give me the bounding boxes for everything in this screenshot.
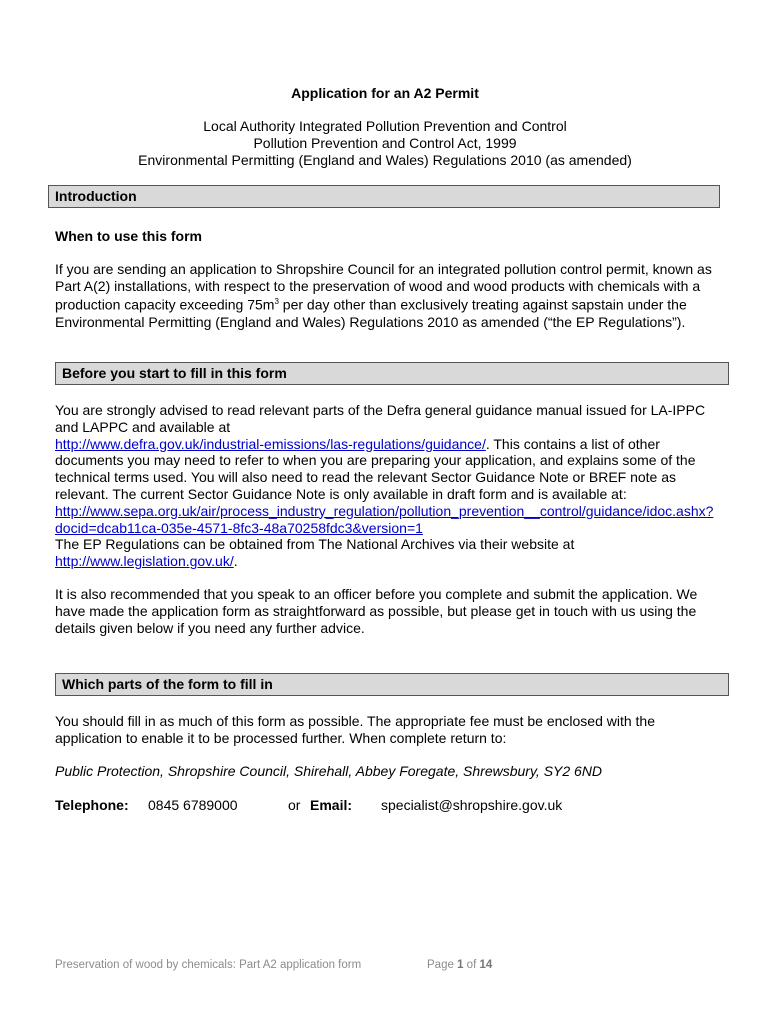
before-text-d: . <box>233 553 238 570</box>
page-label: Page <box>427 959 454 971</box>
section-header-introduction: Introduction <box>48 185 720 208</box>
page-total: 14 <box>479 959 493 971</box>
return-address: Public Protection, Shropshire Council, Shirehall, Abbey Foregate, Shrewsbury, SY2 6ND <box>55 762 603 779</box>
intro-text-a: If you are sending an application to Shropshire Council for an integrated pollution control permit, known as Part A(2) installations, with respect to the preservation of wood and wood products with chemicals with a production capacity exceeding 75m <box>55 260 712 314</box>
subtitle-block <box>0 118 770 169</box>
defra-guidance-link[interactable]: http://www.defra.gov.uk/industrial-emissions/las-regulations/guidance/ <box>55 435 486 452</box>
or-label: or <box>288 797 301 813</box>
telephone-label: Telephone: <box>55 797 129 813</box>
section-header-before-you-start: Before you start to fill in this form <box>55 362 729 385</box>
page-title: Application for an A2 Permit <box>291 85 479 101</box>
email-address: specialist@shropshire.gov.uk <box>381 797 563 813</box>
section-introduction-body <box>55 228 720 331</box>
page-current: 1 <box>457 959 464 971</box>
introduction-paragraph <box>55 261 720 331</box>
which-parts-paragraph: You should fill in as much of this form as possible. The appropriate fee must be enclosed with the application to enable it to be processed further. When complete return to: <box>55 713 656 746</box>
before-text-b: . This contains a list of other documents you may need to refer to when you are preparing your application, and explains some of the technical terms used. You will also need to read the relevant Sector Guidance Note or BREF note as relevant. The current Sector Guidance Note is only available in draft form and is available at: <box>55 435 696 502</box>
legislation-link[interactable]: http://www.legislation.gov.uk/ <box>55 553 234 570</box>
footer-doc-title: Preservation of wood by chemicals: Part A2 application form <box>55 959 362 971</box>
before-paragraph-2: It is also recommended that you speak to an officer before you complete and submit the application. We have made the application form as straightforward as possible, but please get in touch with us using the details given below if you need any further advice. <box>55 585 698 636</box>
page-of-label: of <box>466 959 477 971</box>
email-label: Email: <box>310 797 353 813</box>
section-which-parts-body <box>55 713 720 779</box>
telephone-number: 0845 6789000 <box>148 797 238 813</box>
subtitle-line: Pollution Prevention and Control Act, 1999 <box>253 135 517 151</box>
subtitle-line: Local Authority Integrated Pollution Prevention and Control <box>203 118 567 134</box>
before-paragraph-1 <box>55 402 720 570</box>
before-text-c: The EP Regulations can be obtained from The National Archives via their website at <box>55 536 575 553</box>
page-footer <box>55 959 493 971</box>
sepa-guidance-link[interactable]: http://www.sepa.org.uk/air/process_industry_regulation/pollution_prevention__control/guidance/idoc.ashx?docid=dcab11ca-035e-4571-8fc3-48a70258fdc3&version=1 <box>55 502 714 536</box>
subheading-when-to-use: When to use this form <box>55 228 202 244</box>
intro-text-b: per day other than exclusively treating against sapstain under the Environmental Permitting (England and Wales) Regulations 2010 as amended (“the EP Regulations”). <box>55 297 687 330</box>
section-header-which-parts: Which parts of the form to fill in <box>55 673 729 696</box>
section-before-you-start-body <box>55 402 720 636</box>
superscript: 3 <box>274 297 279 307</box>
subtitle-line: Environmental Permitting (England and Wales) Regulations 2010 (as amended) <box>138 152 632 168</box>
before-text-a: You are strongly advised to read relevant parts of the Defra general guidance manual issued for LA-IPPC and LAPPC and available at <box>55 402 706 435</box>
page-number <box>427 959 492 971</box>
